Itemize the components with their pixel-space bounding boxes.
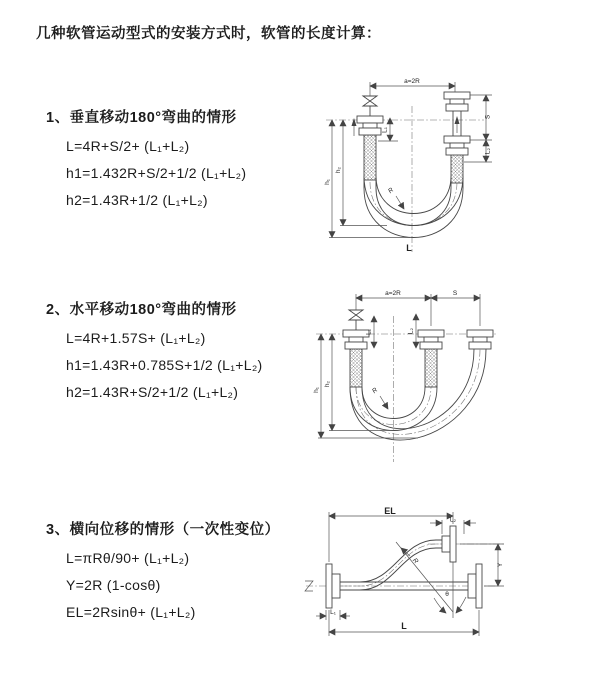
label-r: R	[370, 386, 380, 396]
label-l: L	[406, 243, 412, 253]
label-a2r: a=2R	[385, 290, 401, 297]
left-flange-fitting	[357, 116, 383, 135]
label-r: R	[386, 186, 396, 196]
label-l2: L₂	[449, 516, 457, 524]
diagram-lateral-offset-svg	[298, 504, 600, 646]
label-h1: h₁	[313, 387, 320, 393]
label-el: EL	[384, 506, 396, 516]
left-flange	[326, 564, 340, 608]
label-h1: h₁	[324, 179, 331, 185]
right-flange-fitting-lower	[444, 136, 470, 155]
label-theta: θ	[445, 591, 449, 598]
section-heading: 3、横向位移的情形（一次性变位）	[46, 522, 280, 538]
page-title: 几种软管运动型式的安装方式时，软管的长度计算：	[36, 26, 381, 42]
formula-line: L=4R+1.57S+ (L₁+L₂)	[66, 330, 206, 346]
label-l: L	[401, 621, 407, 631]
label-s: S	[452, 290, 458, 297]
formula-line: h2=1.43R+1/2 (L₁+L₂)	[66, 192, 208, 208]
valve-icon	[363, 96, 377, 116]
label-l1: L₁	[381, 127, 389, 133]
label-l2: L₂	[484, 147, 492, 155]
section-horizontal-bend	[46, 298, 263, 400]
middle-flange-fitting	[418, 330, 444, 349]
label-h2: h₂	[324, 380, 331, 388]
diagram-vertical-bend-svg	[312, 70, 590, 262]
valve-icon	[349, 310, 363, 330]
dim-a2r-s	[356, 290, 480, 326]
hose-s-curve	[340, 540, 442, 590]
section-lateral-offset	[46, 518, 280, 620]
formula-line: EL=2Rsinθ+ (L₁+L₂)	[66, 604, 196, 620]
dim-a2r	[370, 78, 455, 96]
label-l1: L₁	[365, 329, 373, 335]
right-flange-fitting	[467, 330, 493, 349]
hose-curves	[350, 349, 486, 440]
section-heading: 2、水平移动180°弯曲的情形	[46, 302, 237, 318]
dim-l1	[316, 609, 350, 620]
hose-curves	[364, 176, 463, 238]
dim-l1-l2	[366, 314, 417, 348]
label-s: S	[484, 114, 492, 120]
dim-h1-h2	[313, 334, 418, 438]
formula-line: L=πRθ/90+ (L₁+L₂)	[66, 550, 190, 566]
right-flange-displaced	[442, 526, 456, 562]
label-a2r: a=2R	[404, 78, 420, 85]
dim-r	[401, 548, 420, 565]
section-vertical-bend	[46, 106, 246, 208]
formula-line: Y=2R (1-cosθ)	[66, 577, 161, 593]
diagram-lateral-offset	[298, 504, 600, 646]
label-h2: h₂	[335, 166, 342, 174]
formula-line: h1=1.432R+S/2+1/2 (L₁+L₂)	[66, 165, 247, 181]
dim-el	[329, 506, 453, 562]
formula-line: L=4R+S/2+ (L₁+L₂)	[66, 138, 190, 154]
label-l2: L₂	[407, 327, 415, 335]
diagram-vertical-bend	[312, 70, 590, 262]
label-y: Y	[497, 562, 504, 568]
formula-line: h1=1.43R+0.785S+1/2 (L₁+L₂)	[66, 357, 263, 373]
formula-line: h2=1.43R+S/2+1/2 (L₁+L₂)	[66, 384, 239, 400]
dim-l	[329, 610, 479, 636]
diagram-horizontal-bend	[308, 286, 600, 468]
right-flange-straight	[468, 564, 482, 608]
label-l1: L₁	[330, 609, 336, 616]
section-heading: 1、垂直移动180°弯曲的情形	[46, 110, 237, 126]
dim-r	[371, 386, 388, 409]
label-r: R	[410, 556, 420, 566]
diagram-horizontal-bend-svg	[308, 286, 600, 468]
